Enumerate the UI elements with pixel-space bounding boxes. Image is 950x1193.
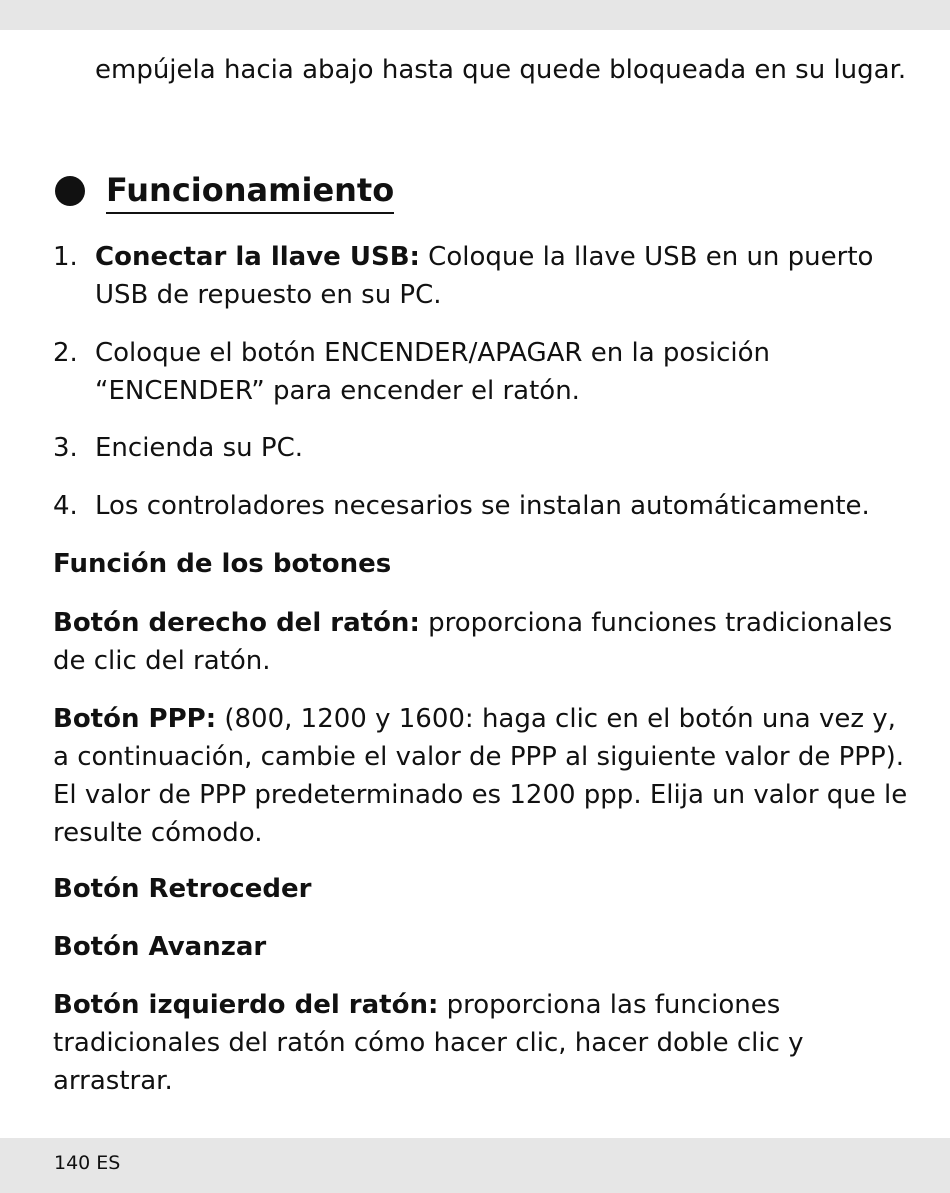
step-lead: Conectar la llave USB: [95,242,420,272]
right-button-description [53,604,913,680]
step-body: Coloque la llave USB en un puerto USB de repuesto en su PC. [95,242,874,310]
step-number: 2. [53,338,78,368]
intro-continuation: empújela hacia abajo hasta que quede bloqueada en su lugar. [95,55,907,85]
dpi-button-text: (800, 1200 y 1600: haga clic en el botón una vez y, a continuación, cambie el valor de PPP al siguiente valor de PPP). El valor de PPP predeterminado es 1200 ppp. Elija un valor que le resulte cómodo. [53,704,908,848]
page-number: 140 ES [54,1152,121,1174]
step-body: Los controladores necesarios se instalan automáticamente. [95,491,870,521]
step-number: 4. [53,491,78,521]
back-button-heading: Botón Retroceder [53,874,312,904]
dpi-button-label: Botón PPP: [53,704,217,734]
right-button-label: Botón derecho del ratón: [53,608,420,638]
section-bullet-icon [55,176,85,206]
step-1 [53,238,913,314]
right-button-text: proporciona funciones tradicionales de clic del ratón. [53,608,893,676]
dpi-button-description [53,700,913,852]
step-body: Encienda su PC. [95,433,303,463]
step-number: 3. [53,433,78,463]
step-4 [53,487,913,525]
buttons-heading: Función de los botones [53,549,392,579]
step-text [95,429,913,467]
footer-band [0,1138,950,1193]
step-text [95,487,913,525]
step-text [95,238,913,314]
top-margin-band [0,0,950,30]
left-button-description [53,986,913,1100]
step-body: Coloque el botón ENCENDER/APAGAR en la posición “ENCENDER” para encender el ratón. [95,338,770,406]
left-button-label: Botón izquierdo del ratón: [53,990,439,1020]
forward-button-heading: Botón Avanzar [53,932,267,962]
step-2 [53,334,913,410]
step-text [95,334,913,410]
section-title: Funcionamiento [106,168,394,214]
step-number: 1. [53,242,78,272]
step-3 [53,429,913,467]
left-button-text: proporciona las funciones tradicionales del ratón cómo hacer clic, hacer doble clic y arrastrar. [53,990,804,1096]
